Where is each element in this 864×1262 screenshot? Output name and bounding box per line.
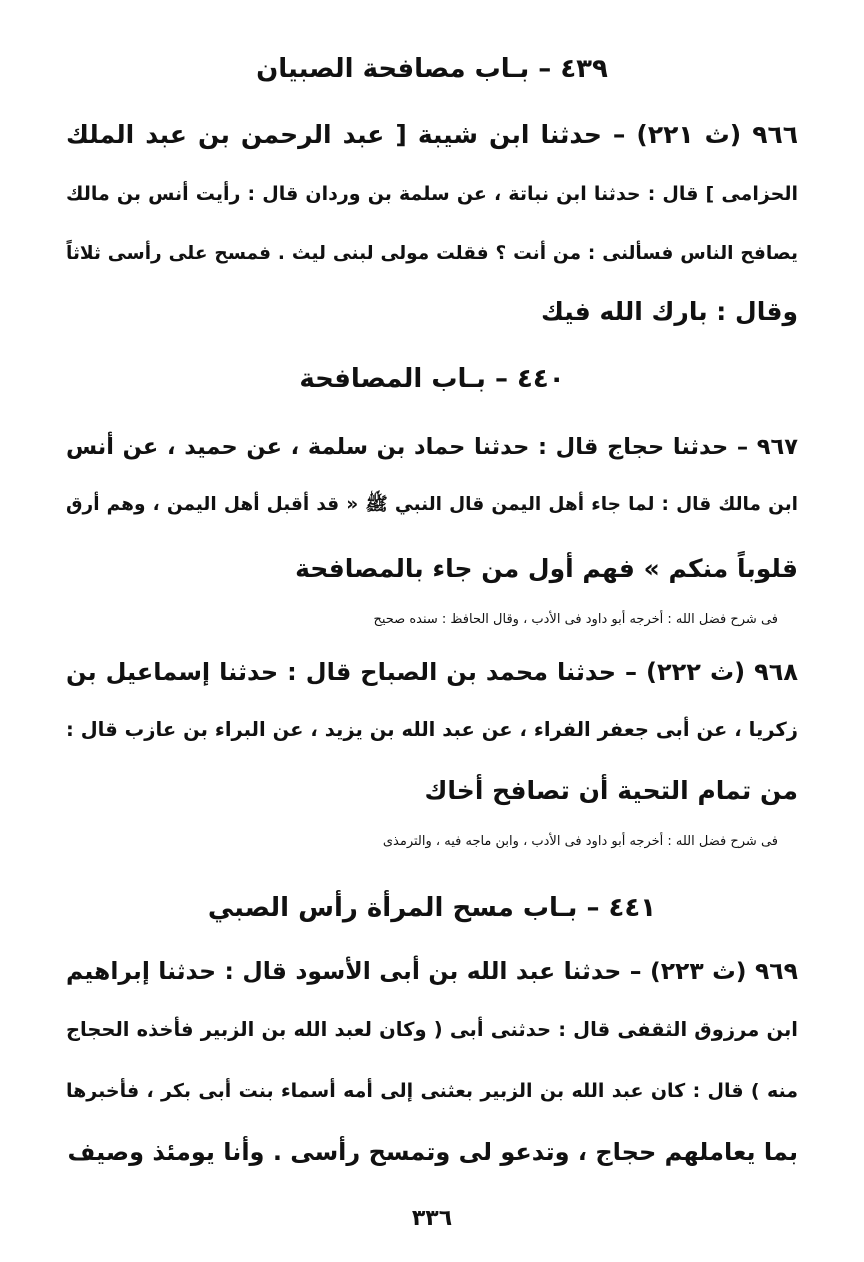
hadith-969-line-4: بما يعاملهم حجاج ، وتدعو لى وتمسح رأسى . وأنا يومئذ وصيف xyxy=(67,1138,798,1166)
chapter-heading-441: ٤٤١ – بـاب مسح المرأة رأس الصبي xyxy=(207,893,657,923)
hadith-968-line-1: ٩٦٨ (ث ٢٢٢) – حدثنا محمد بن الصباح قال : حدثنا إسماعيل بن xyxy=(66,658,799,686)
hadith-967-line-1: ٩٦٧ – حدثنا حجاج قال : حدثنا حماد بن سلمة ، عن حميد ، عن أنس xyxy=(66,434,798,460)
hadith-969-line-3: منه ) قال : كان عبد الله بن الزبير بعثنى إلى أمه أسماء بنت أبى بكر ، فأخبرها xyxy=(66,1080,798,1102)
hadith-968-line-2: زكريا ، عن أبى جعفر الفراء ، عن عبد الله بن يزيد ، عن البراء بن عازب قال : xyxy=(66,718,798,741)
hadith-966-line-3: يصافح الناس فسألنى : من أنت ؟ فقلت مولى لبنى ليث . فمسح على رأسى ثلاثاً xyxy=(66,243,798,264)
hadith-966-line-2: الحزامى ] قال : حدثنا ابن نباتة ، عن سلمة بن وردان قال : رأيت أنس بن مالك xyxy=(66,183,798,205)
hadith-967-line-3: قلوباً منكم » فهم أول من جاء بالمصافحة xyxy=(295,554,798,583)
hadith-969-line-2: ابن مرزوق الثقفى قال : حدثنى أبى ( وكان لعبد الله بن الزبير فأخذه الحجاج xyxy=(66,1018,798,1041)
hadith-966-line-1: ٩٦٦ (ث ٢٢١) – حدثنا ابن شيبة [ عبد الرحمن بن عبد الملك xyxy=(66,120,798,149)
hadith-968-line-3: من تمام التحية أن تصافح أخاك xyxy=(424,776,798,805)
footnote-967: فى شرح فضل الله : أخرجه أبو داود فى الأدب ، وقال الحافظ : سنده صحيح xyxy=(373,612,778,627)
chapter-heading-440: ٤٤٠ – بـاب المصافحة xyxy=(299,364,565,394)
hadith-966-line-4: وقال : بارك الله فيك xyxy=(540,297,798,326)
chapter-heading-439: ٤٣٩ – بـاب مصافحة الصبيان xyxy=(256,54,608,84)
hadith-969-line-1: ٩٦٩ (ث ٢٢٣) – حدثنا عبد الله بن أبى الأسود قال : حدثنا إبراهيم xyxy=(66,957,798,985)
footnote-968: فى شرح فضل الله : أخرجه أبو داود فى الأدب ، وابن ماجه فيه ، والترمذى xyxy=(382,834,778,849)
page-number: ٣٣٦ xyxy=(411,1206,453,1231)
hadith-967-line-2: ابن مالك قال : لما جاء أهل اليمن قال النبي ﷺ « قد أقبل أهل اليمن ، وهم أرق xyxy=(66,494,798,515)
